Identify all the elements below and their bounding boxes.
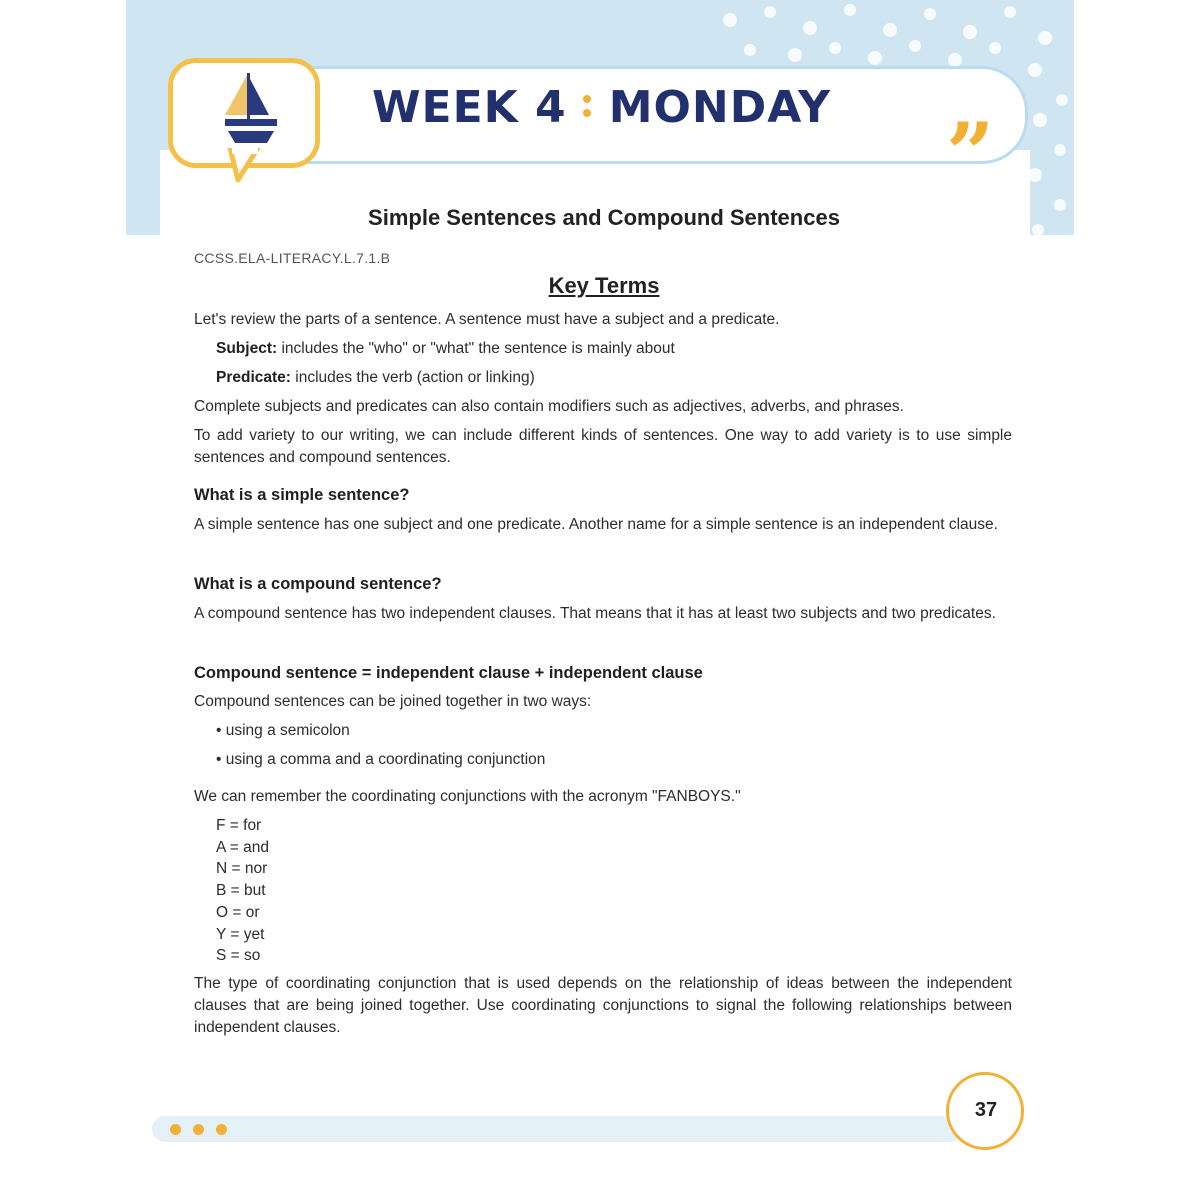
predicate-label: Predicate: (216, 369, 291, 386)
compound-sentence-text: A compound sentence has two independent clauses. That means that it has at least two subjects and two predicates. (194, 605, 996, 622)
key-terms-heading: Key Terms (548, 273, 660, 298)
intro-paragraph: Let's review the parts of a sentence. A sentence must have a subject and a predicate. (194, 311, 780, 328)
footer-dot (193, 1124, 204, 1135)
closing-paragraph: The type of coordinating conjunction that is used depends on the relationship of ideas between the independent clauses that are being joined together. Use coordinating conjunctions to signal the following relationships between independent clauses. (194, 975, 1012, 1036)
fanboys-item: F = for (216, 817, 262, 834)
fanboys-item: N = nor (216, 860, 268, 878)
subject-label: Subject: (216, 340, 278, 357)
predicate-text: includes the verb (action or linking) (290, 369, 535, 386)
simple-sentence-heading: What is a simple sentence? (194, 486, 410, 504)
fanboys-item: B = but (216, 882, 266, 900)
joined-paragraph: Compound sentences can be joined together in two ways: (194, 693, 592, 710)
footer-bar (152, 1116, 962, 1142)
lesson-title: Simple Sentences and Compound Sentences (368, 205, 840, 230)
variety-paragraph: To add variety to our writing, we can include different kinds of sentences. One way to add variety is to use simple sentences and compound sentences. (194, 427, 1012, 466)
compound-sentence-heading: What is a compound sentence? (194, 575, 442, 593)
page-heading (372, 82, 831, 133)
fanboys-item: Y = yet (216, 925, 265, 943)
acronym-intro: We can remember the coordinating conjunctions with the acronym "FANBOYS." (194, 788, 741, 805)
bullet-item: • using a comma and a coordinating conjunction (216, 751, 546, 768)
subject-text: includes the "who" or "what" the sentence is mainly about (277, 340, 675, 357)
footer-dot (216, 1124, 227, 1135)
fanboys-item: O = or (216, 903, 260, 921)
compound-formula: Compound sentence = independent clause + independent clause (194, 664, 703, 682)
colon-separator (583, 89, 593, 123)
simple-sentence-text: A simple sentence has one subject and one predicate. Another name for a simple sentence is an independent clause. (194, 516, 998, 533)
footer-dot (170, 1124, 181, 1135)
fanboys-item: S = so (216, 947, 261, 965)
closing-quote-icon: ” (946, 104, 995, 203)
page-number: 37 (974, 1099, 998, 1121)
bullet-item: • using a semicolon (216, 722, 350, 739)
predicate-definition (216, 367, 1012, 389)
week-label: WEEK 4 (372, 82, 567, 133)
day-label: MONDAY (608, 82, 831, 133)
subject-definition (216, 338, 1012, 360)
fanboys-item: A = and (216, 838, 270, 856)
standard-code: CCSS.ELA-LITERACY.L.7.1.B (194, 250, 391, 266)
modifiers-paragraph: Complete subjects and predicates can also contain modifiers such as adjectives, adverbs, and phrases. (194, 398, 904, 415)
fanboys-list (216, 815, 269, 967)
bubble-tail (226, 148, 266, 184)
